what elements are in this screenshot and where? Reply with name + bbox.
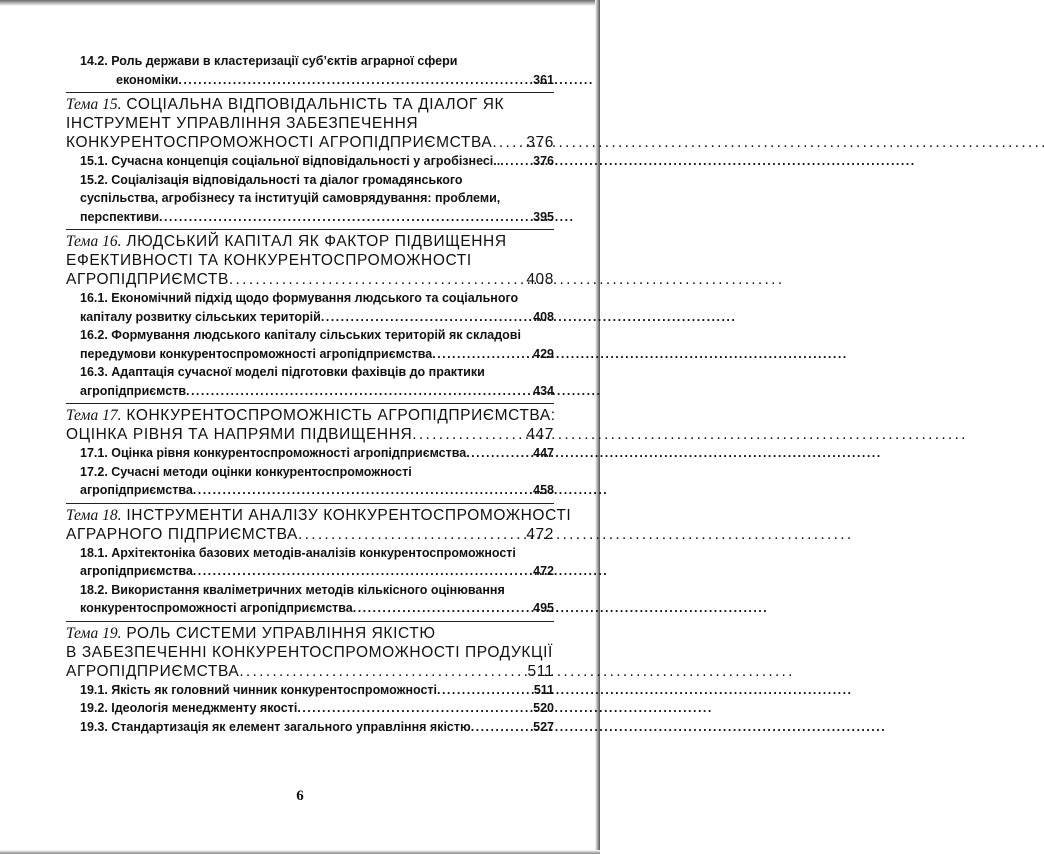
- topic-title-line: ЛЮДСЬКИЙ КАПІТАЛ ЯК ФАКТОР ПІДВИЩЕННЯ: [126, 233, 507, 250]
- toc-subentry-16-2[interactable]: [66, 326, 554, 363]
- dot-leader: [193, 481, 531, 500]
- toc-subentry-15-2[interactable]: [66, 171, 554, 227]
- page-ref: 472: [533, 564, 554, 578]
- page-ref: 511: [527, 662, 554, 680]
- topic-title-line: КОНКУРЕНТОСПРОМОЖНІСТЬ АГРОПІДПРИЄМСТВА:: [126, 407, 556, 424]
- topic-title-line: КОНКУРЕНТОСПРОМОЖНОСТІ АГРОПІДПРИЄМСТВА: [66, 134, 493, 151]
- dot-leader: [298, 525, 524, 544]
- subentry-text-line: агропідприємства: [80, 483, 193, 497]
- subentry-text-line: капіталу розвитку сільських територій: [80, 309, 321, 324]
- dot-leader: [353, 599, 531, 618]
- topic-label: Тема 16.: [66, 233, 122, 250]
- toc-subentry-16-3[interactable]: [66, 363, 554, 400]
- toc-subentry-19-3[interactable]: [66, 718, 554, 737]
- divider: [66, 503, 554, 504]
- dot-leader: [178, 71, 531, 90]
- divider: [66, 229, 554, 230]
- toc-subentry-17-2[interactable]: [66, 463, 554, 500]
- subentry-text-line: 15.1. Сучасна концепція соціальної відповідальності у агробізнесі..: [80, 154, 501, 168]
- dot-leader: [412, 425, 524, 444]
- toc-subentry-19-1[interactable]: [66, 681, 554, 700]
- page-ref: 376: [533, 154, 554, 168]
- scan-edge-bottom: [0, 850, 600, 854]
- subentry-text-line: агропідприємств: [80, 383, 186, 398]
- subentry-text-line: конкурентоспроможності агропідприємства: [80, 601, 353, 615]
- subentry-text-line: суспільства, агробізнесу та інституцій самоврядування: проблеми,: [80, 191, 501, 205]
- subentry-text-line: 16.3. Адаптація сучасної моделі підготовки фахівців до практики: [80, 365, 485, 379]
- toc-subentry-19-2[interactable]: [66, 699, 554, 718]
- topic-title-line: ІНСТРУМЕНТ УПРАВЛІННЯ ЗАБЕЗПЕЧЕННЯ: [66, 115, 419, 132]
- subentry-text-line: 19.2. Ідеологія менеджменту якості: [80, 701, 298, 715]
- page-ref: 472: [526, 525, 554, 543]
- toc-entry-topic-15[interactable]: [66, 95, 554, 152]
- subentry-text-line: 17.2. Сучасні методи оцінки конкурентоспроможності: [80, 464, 412, 479]
- dot-leader: [229, 270, 524, 289]
- subentry-text-line: передумови конкурентоспроможності агропідприємства: [80, 346, 433, 361]
- table-of-contents: [66, 52, 572, 736]
- toc-entry-topic-19[interactable]: [66, 624, 554, 681]
- page-ref: 361: [533, 72, 554, 87]
- topic-title-line: РОЛЬ СИСТЕМИ УПРАВЛІННЯ ЯКІСТЮ: [126, 624, 436, 642]
- dot-leader: [432, 345, 531, 364]
- toc-subentry-18-2[interactable]: [66, 581, 554, 618]
- subentry-text-line: 18.2. Використання кваліметричних методів кількісного оцінювання: [80, 582, 505, 597]
- toc-subentry-17-1[interactable]: [66, 444, 554, 463]
- page-number: 6: [296, 788, 304, 804]
- page-ref: 447: [533, 446, 554, 460]
- toc-entry-topic-17[interactable]: [66, 406, 554, 444]
- toc-subentry-18-1[interactable]: [66, 544, 554, 581]
- dot-leader: [437, 681, 532, 700]
- page-ref: 408: [533, 309, 554, 324]
- subentry-text-line: економіки: [116, 72, 179, 87]
- scan-edge-top: [0, 0, 600, 6]
- dot-leader: [159, 208, 531, 227]
- page-ref: 495: [533, 601, 554, 615]
- divider: [66, 92, 554, 93]
- dot-leader: [500, 152, 531, 171]
- page-ref: 511: [533, 682, 554, 697]
- toc-entry-topic-18[interactable]: [66, 506, 572, 544]
- page-ref: 458: [533, 483, 554, 497]
- subentry-text-line: 16.2. Формування людського капіталу сільських територій як складові: [80, 328, 521, 342]
- subentry-text-line: 19.1. Якість як головний чинник конкурентоспроможності: [80, 682, 438, 697]
- page-ref: 376: [526, 134, 554, 151]
- topic-title-line: ОЦІНКА РІВНЯ ТА НАПРЯМИ ПІДВИЩЕННЯ: [66, 426, 413, 443]
- dot-leader: [492, 133, 524, 152]
- dot-leader: [321, 308, 531, 327]
- dot-leader: [193, 562, 531, 581]
- subentry-text-line: 16.1. Економічний підхід щодо формування людського та соціального: [80, 291, 519, 305]
- subentry-text-line: перспективи: [80, 209, 160, 224]
- subentry-text-line: 14.2. Роль держави в кластеризації суб’єктів аграрної сфери: [80, 54, 458, 68]
- divider: [66, 621, 554, 622]
- page-ref: 408: [526, 271, 554, 288]
- subentry-text-line: 17.1. Оцінка рівня конкурентоспроможності агропідприємства: [80, 446, 467, 460]
- topic-label: Тема 15.: [66, 96, 122, 113]
- toc-entry-topic-16[interactable]: [66, 232, 554, 289]
- topic-title-line: ЕФЕКТИВНОСТІ ТА КОНКУРЕНТОСПРОМОЖНОСТІ: [66, 252, 472, 269]
- topic-title-line: АГРАРНОГО ПІДПРИЄМСТВА: [66, 525, 298, 543]
- dot-leader: [239, 662, 525, 681]
- page-ref: 527: [533, 719, 554, 734]
- toc-subentry-16-1[interactable]: [66, 289, 554, 326]
- divider: [66, 403, 554, 404]
- subentry-text-line: 18.1. Архітектоніка базових методів-аналізів конкурентоспроможності: [80, 545, 516, 560]
- page-ref: 395: [533, 209, 554, 224]
- dot-leader: [297, 699, 531, 718]
- topic-label: Тема 19.: [66, 624, 122, 642]
- page-ref: 429: [533, 346, 554, 361]
- subentry-text-line: 15.2. Соціалізація відповідальності та діалог громадянського: [80, 172, 463, 187]
- topic-title-line: СОЦІАЛЬНА ВІДПОВІДАЛЬНІСТЬ ТА ДІАЛОГ ЯК: [126, 96, 505, 113]
- page-ref: 434: [533, 383, 554, 398]
- toc-subentry-15-1[interactable]: [66, 152, 554, 171]
- dot-leader: [186, 382, 531, 401]
- dot-leader: [466, 444, 531, 463]
- topic-title-line: АГРОПІДПРИЄМСТВА: [66, 662, 240, 680]
- subentry-text-line: агропідприємства: [80, 564, 193, 578]
- subentry-text-line: 19.3. Стандартизація як елемент загального управління якістю: [80, 719, 471, 734]
- topic-title-line: ІНСТРУМЕНТИ АНАЛІЗУ КОНКУРЕНТОСПРОМОЖНОСТІ: [126, 506, 572, 524]
- topic-title-line: В ЗАБЕЗПЕЧЕННІ КОНКУРЕНТОСПРОМОЖНОСТІ ПРОДУКЦІЇ: [66, 643, 553, 661]
- topic-title-line: АГРОПІДПРИЄМСТВ: [66, 271, 229, 288]
- page-ref: 447: [526, 426, 554, 443]
- dot-leader: [471, 718, 531, 737]
- toc-subentry-14-2[interactable]: [66, 52, 554, 89]
- page-ref: 520: [533, 701, 554, 715]
- topic-label: Тема 17.: [66, 407, 122, 424]
- topic-label: Тема 18.: [66, 506, 122, 524]
